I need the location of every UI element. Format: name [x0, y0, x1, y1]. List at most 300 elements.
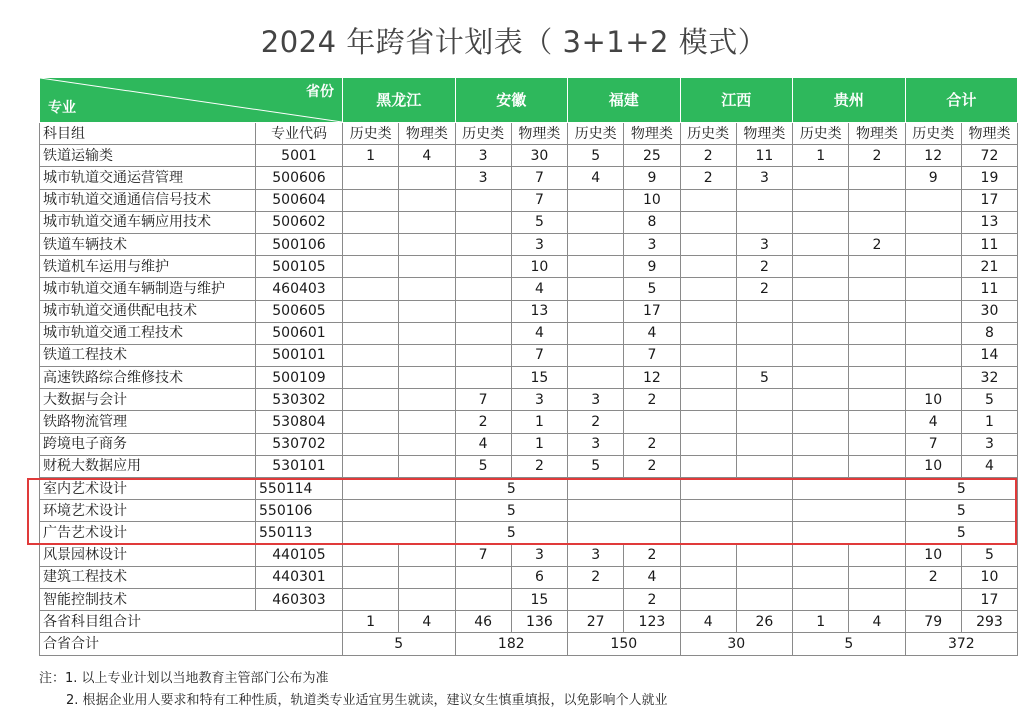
plan-value: 7: [511, 344, 567, 366]
plan-value: [680, 189, 736, 211]
group-header: 科目组: [40, 123, 256, 145]
plan-value: 5: [961, 389, 1017, 411]
plan-value: 9: [905, 167, 961, 189]
plan-value: [680, 478, 793, 500]
plan-value: 3: [511, 544, 567, 566]
major-name: 室内艺术设计: [40, 478, 256, 500]
plan-value: [680, 233, 736, 255]
plan-value: [343, 256, 399, 278]
plan-value: [343, 233, 399, 255]
plan-value: 3: [736, 233, 792, 255]
subtotal-value: 79: [905, 611, 961, 633]
plan-value: [736, 411, 792, 433]
plan-value: [455, 322, 511, 344]
plan-value: [680, 211, 736, 233]
plan-value: 4: [961, 455, 1017, 477]
major-code: 530101: [256, 455, 343, 477]
plan-value: 2: [568, 566, 624, 588]
plan-value: [568, 367, 624, 389]
plan-value: [680, 411, 736, 433]
plan-value: [399, 389, 455, 411]
subtotal-value: 4: [680, 611, 736, 633]
plan-value: [680, 588, 736, 610]
subtotal-value: 123: [624, 611, 680, 633]
major-name: 城市轨道交通运营管理: [40, 167, 256, 189]
diagonal-line: [40, 78, 342, 122]
table-row: [40, 300, 1018, 322]
plan-value: [455, 588, 511, 610]
table-row: [40, 544, 1018, 566]
plan-value: [399, 211, 455, 233]
plan-value: [905, 278, 961, 300]
history-header: 历史类: [680, 123, 736, 145]
plan-value: [343, 522, 456, 544]
major-name: 城市轨道交通通信信号技术: [40, 189, 256, 211]
plan-value: [399, 322, 455, 344]
physics-header: 物理类: [399, 123, 455, 145]
major-code: 500606: [256, 167, 343, 189]
plan-value: [680, 522, 793, 544]
plan-value: 3: [568, 433, 624, 455]
table-row: [40, 167, 1018, 189]
grand-total-value: 5: [343, 633, 456, 655]
plan-value: 2: [624, 389, 680, 411]
plan-value: [680, 544, 736, 566]
subtotal-row: [40, 611, 1018, 633]
plan-value: [849, 433, 905, 455]
plan-value: [905, 189, 961, 211]
plan-value: 14: [961, 344, 1017, 366]
subtotal-value: 1: [343, 611, 399, 633]
grand-total-value: 150: [568, 633, 681, 655]
table-row: [40, 189, 1018, 211]
plan-value: [793, 344, 849, 366]
plan-value: [793, 256, 849, 278]
plan-value: [568, 588, 624, 610]
plan-value: [343, 322, 399, 344]
plan-value: 5: [511, 211, 567, 233]
plan-value: [568, 300, 624, 322]
plan-value: [849, 544, 905, 566]
table-row: [40, 389, 1018, 411]
table-row: [40, 566, 1018, 588]
major-code: 500602: [256, 211, 343, 233]
history-header: 历史类: [568, 123, 624, 145]
plan-value: [736, 322, 792, 344]
table-row: [40, 233, 1018, 255]
code-header: 专业代码: [256, 123, 343, 145]
plan-value: [343, 389, 399, 411]
subtotal-value: 136: [511, 611, 567, 633]
plan-value: [680, 433, 736, 455]
plan-value: [455, 211, 511, 233]
plan-value: [343, 367, 399, 389]
plan-value: 4: [905, 411, 961, 433]
province-header: 安徽: [455, 78, 568, 123]
table-row: [40, 411, 1018, 433]
subtotal-value: 4: [399, 611, 455, 633]
plan-value-anhui: 5: [455, 500, 568, 522]
plan-value: 5: [961, 544, 1017, 566]
plan-value: [343, 167, 399, 189]
plan-value: [849, 455, 905, 477]
physics-header: 物理类: [961, 123, 1017, 145]
plan-value: 10: [511, 256, 567, 278]
plan-value: [343, 566, 399, 588]
plan-value: [793, 278, 849, 300]
plan-value: [680, 322, 736, 344]
plan-value: [568, 344, 624, 366]
plan-value-anhui: 5: [455, 478, 568, 500]
plan-value: [343, 278, 399, 300]
major-code: 500109: [256, 367, 343, 389]
plan-value: [399, 344, 455, 366]
major-code: 500605: [256, 300, 343, 322]
plan-value: [455, 233, 511, 255]
plan-value: 2: [624, 455, 680, 477]
major-name: 城市轨道交通工程技术: [40, 322, 256, 344]
plan-value: [399, 367, 455, 389]
history-header: 历史类: [905, 123, 961, 145]
plan-value: [399, 411, 455, 433]
plan-value: [905, 256, 961, 278]
plan-value: [680, 455, 736, 477]
plan-value: [399, 455, 455, 477]
plan-value: 21: [961, 256, 1017, 278]
plan-value: 4: [511, 322, 567, 344]
province-header: 贵州: [793, 78, 906, 123]
plan-value: [793, 544, 849, 566]
major-name: 建筑工程技术: [40, 566, 256, 588]
plan-value: [680, 367, 736, 389]
history-header: 历史类: [455, 123, 511, 145]
major-name: 广告艺术设计: [40, 522, 256, 544]
major-code: 460403: [256, 278, 343, 300]
plan-value: [399, 300, 455, 322]
plan-value: 2: [736, 278, 792, 300]
province-header: 福建: [568, 78, 681, 123]
plan-value: 2: [849, 145, 905, 167]
plan-value: 1: [793, 145, 849, 167]
plan-value: 11: [961, 233, 1017, 255]
plan-value: 6: [511, 566, 567, 588]
plan-value: [736, 455, 792, 477]
subtotal-value: 26: [736, 611, 792, 633]
plan-value: 11: [961, 278, 1017, 300]
plan-value: [849, 367, 905, 389]
plan-value: 30: [961, 300, 1017, 322]
plan-value: 3: [511, 233, 567, 255]
plan-value: 2: [568, 411, 624, 433]
plan-value: [343, 478, 456, 500]
table-row: [40, 455, 1018, 477]
plan-value: [399, 278, 455, 300]
table-row: [40, 344, 1018, 366]
plan-value: [905, 344, 961, 366]
plan-value: [680, 389, 736, 411]
major-code: 500601: [256, 322, 343, 344]
plan-value: 1: [343, 145, 399, 167]
plan-value: 7: [511, 167, 567, 189]
plan-value: [793, 411, 849, 433]
major-name: 铁道工程技术: [40, 344, 256, 366]
plan-value: 3: [511, 389, 567, 411]
plan-value: [849, 278, 905, 300]
plan-value: 5: [568, 455, 624, 477]
plan-value: [736, 389, 792, 411]
plan-value: [849, 344, 905, 366]
subtotal-value: 1: [793, 611, 849, 633]
table-body: [40, 123, 1018, 656]
plan-value: [680, 256, 736, 278]
plan-value: 2: [905, 566, 961, 588]
physics-header: 物理类: [511, 123, 567, 145]
plan-value: [905, 300, 961, 322]
physics-header: 物理类: [736, 123, 792, 145]
plan-value: [343, 411, 399, 433]
plan-value: 3: [568, 544, 624, 566]
plan-value: 11: [736, 145, 792, 167]
plan-value: [680, 344, 736, 366]
plan-value: [568, 500, 681, 522]
notes: [39, 668, 668, 712]
plan-value: [736, 300, 792, 322]
plan-value: 8: [961, 322, 1017, 344]
plan-value: [624, 411, 680, 433]
plan-value: 3: [961, 433, 1017, 455]
plan-value: [905, 322, 961, 344]
plan-value: [455, 300, 511, 322]
major-name: 高速铁路综合维修技术: [40, 367, 256, 389]
plan-value: [343, 588, 399, 610]
table-row: [40, 211, 1018, 233]
major-code: 440105: [256, 544, 343, 566]
major-code: 550114: [256, 478, 343, 500]
major-name: 智能控制技术: [40, 588, 256, 610]
subtotal-value: 293: [961, 611, 1017, 633]
plan-value: [343, 211, 399, 233]
plan-value: [455, 189, 511, 211]
plan-value: 25: [624, 145, 680, 167]
table-row: [40, 256, 1018, 278]
major-code: 5001: [256, 145, 343, 167]
plan-value: [793, 389, 849, 411]
plan-value: [343, 300, 399, 322]
plan-value: [849, 211, 905, 233]
plan-value: [849, 189, 905, 211]
plan-value: 10: [905, 544, 961, 566]
plan-value: 1: [511, 433, 567, 455]
plan-value: [905, 211, 961, 233]
plan-value: 10: [905, 455, 961, 477]
plan-value: [793, 588, 849, 610]
plan-value: [849, 389, 905, 411]
corner-province-label: 省份: [306, 84, 334, 100]
note-2: 2. 根据企业用人要求和特有工种性质，轨道类专业适宜男生就读，建议女生慎重填报，以免影响个人就业: [66, 693, 668, 708]
major-code: 460303: [256, 588, 343, 610]
plan-value: 7: [511, 189, 567, 211]
plan-value: [680, 566, 736, 588]
major-code: 530804: [256, 411, 343, 433]
plan-value: [849, 256, 905, 278]
plan-value: [455, 367, 511, 389]
table-row: [40, 588, 1018, 610]
subtotal-label: 各省科目组合计: [40, 611, 343, 633]
plan-value: [905, 233, 961, 255]
plan-value: [568, 256, 624, 278]
plan-value: [849, 300, 905, 322]
plan-value: [343, 344, 399, 366]
plan-value: [680, 300, 736, 322]
plan-value: 2: [736, 256, 792, 278]
plan-value: 13: [961, 211, 1017, 233]
table-row: [40, 367, 1018, 389]
major-code: 500101: [256, 344, 343, 366]
plan-value: [680, 278, 736, 300]
plan-value: 5: [624, 278, 680, 300]
plan-value: [455, 344, 511, 366]
plan-value: [399, 233, 455, 255]
plan-value: 2: [624, 588, 680, 610]
major-name: 城市轨道交通车辆制造与维护: [40, 278, 256, 300]
plan-value: [849, 322, 905, 344]
plan-value: [736, 588, 792, 610]
plan-value: 4: [455, 433, 511, 455]
plan-value: 4: [624, 566, 680, 588]
plan-value: [343, 500, 456, 522]
plan-value: 7: [455, 544, 511, 566]
table-row: [40, 433, 1018, 455]
plan-value: [568, 233, 624, 255]
plan-value: 5: [736, 367, 792, 389]
plan-value: 19: [961, 167, 1017, 189]
plan-value: 17: [961, 588, 1017, 610]
plan-value: 10: [624, 189, 680, 211]
plan-value: [736, 433, 792, 455]
plan-value: 3: [455, 145, 511, 167]
plan-value: [736, 344, 792, 366]
plan-value: [793, 566, 849, 588]
plan-value: 1: [961, 411, 1017, 433]
page-title: 2024 年跨省计划表（ 3+1+2 模式）: [260, 25, 768, 59]
plan-value: 2: [680, 145, 736, 167]
plan-value: 10: [905, 389, 961, 411]
grand-total-value: 30: [680, 633, 793, 655]
history-header: 历史类: [793, 123, 849, 145]
physics-header: 物理类: [849, 123, 905, 145]
plan-value: [343, 433, 399, 455]
plan-value: [736, 566, 792, 588]
plan-value: 30: [511, 145, 567, 167]
subtotal-value: 27: [568, 611, 624, 633]
plan-value-total: 5: [905, 500, 1018, 522]
plan-value: [849, 411, 905, 433]
major-name: 铁道运输类: [40, 145, 256, 167]
major-code: 500105: [256, 256, 343, 278]
plan-value: [793, 522, 906, 544]
plan-value: 2: [849, 233, 905, 255]
plan-value: 3: [624, 233, 680, 255]
plan-value: [399, 167, 455, 189]
major-code: 550106: [256, 500, 343, 522]
major-name: 铁路物流管理: [40, 411, 256, 433]
plan-value: 2: [624, 433, 680, 455]
plan-value: [399, 566, 455, 588]
plan-value: [793, 433, 849, 455]
plan-value: 2: [511, 455, 567, 477]
major-code: 530302: [256, 389, 343, 411]
plan-value: 2: [680, 167, 736, 189]
plan-value: 2: [624, 544, 680, 566]
plan-value: [568, 211, 624, 233]
grand-total-row: [40, 633, 1018, 655]
major-name: 大数据与会计: [40, 389, 256, 411]
table-row: [40, 478, 1018, 500]
plan-value: [399, 189, 455, 211]
plan-value: [343, 189, 399, 211]
plan-value: [399, 433, 455, 455]
plan-value: 7: [624, 344, 680, 366]
plan-value: [680, 500, 793, 522]
grand-total-value: 372: [905, 633, 1018, 655]
plan-value: [568, 278, 624, 300]
plan-table: [39, 77, 1018, 656]
history-header: 历史类: [343, 123, 399, 145]
plan-value: 8: [624, 211, 680, 233]
plan-value-total: 5: [905, 478, 1018, 500]
plan-value: 12: [624, 367, 680, 389]
plan-value-total: 5: [905, 522, 1018, 544]
plan-value: [568, 322, 624, 344]
plan-value: 4: [511, 278, 567, 300]
plan-value: [793, 233, 849, 255]
grand-total-value: 5: [793, 633, 906, 655]
plan-value: 5: [568, 145, 624, 167]
grand-total-value: 182: [455, 633, 568, 655]
plan-value: 7: [455, 389, 511, 411]
major-code: 530702: [256, 433, 343, 455]
plan-value: [736, 211, 792, 233]
plan-value: [793, 500, 906, 522]
plan-value: 9: [624, 167, 680, 189]
plan-value: [455, 278, 511, 300]
plan-value: [793, 189, 849, 211]
major-code: 500106: [256, 233, 343, 255]
major-name: 跨境电子商务: [40, 433, 256, 455]
plan-value: 17: [961, 189, 1017, 211]
plan-value-anhui: 5: [455, 522, 568, 544]
corner-major-label: 专业: [48, 100, 76, 116]
table-row: [40, 522, 1018, 544]
plan-value: [568, 478, 681, 500]
plan-value: [793, 211, 849, 233]
plan-value: [399, 544, 455, 566]
note-1: 注：1. 以上专业计划以当地教育主管部门公布为准: [39, 671, 329, 686]
plan-value: [455, 256, 511, 278]
major-code: 440301: [256, 566, 343, 588]
plan-value: 4: [624, 322, 680, 344]
table-row: [40, 322, 1018, 344]
plan-value: [793, 478, 906, 500]
plan-value: 12: [905, 145, 961, 167]
table-row: [40, 145, 1018, 167]
plan-value: 17: [624, 300, 680, 322]
plan-value: 9: [624, 256, 680, 278]
plan-value: [455, 566, 511, 588]
corner-cell: [40, 78, 343, 123]
plan-value: [793, 300, 849, 322]
plan-value: 13: [511, 300, 567, 322]
